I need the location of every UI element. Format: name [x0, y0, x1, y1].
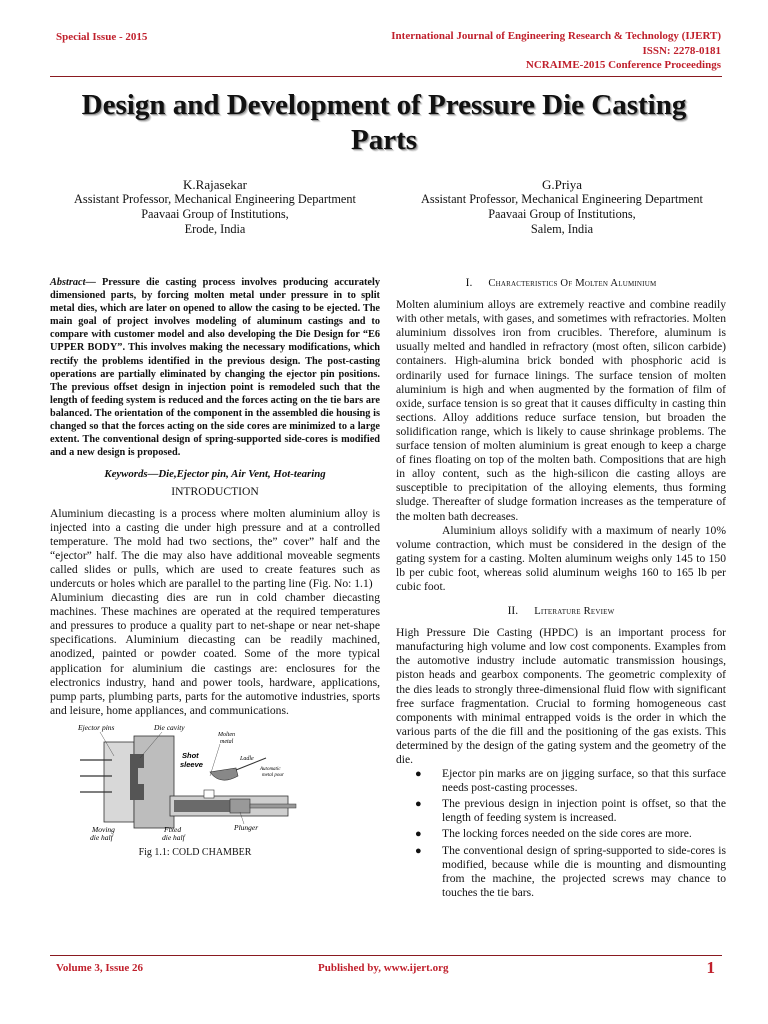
bullet-dot-icon: ● — [415, 798, 422, 811]
author-org: Paavaai Group of Institutions, — [141, 207, 289, 221]
header-rule — [50, 76, 722, 77]
author-name: G.Priya — [541, 177, 583, 192]
abstract-text: Pressure die casting process involves producing accurately dimensioned parts, by forcing molten metal under pressure in to split metal dies, which are later on opened to allow the casing to be ejected. The main goal of project involves modeling of aluminum castings and to compare with customer model and also developing the Die Design for “E6 UPPER BODY”. This involves making the necessary modifications, which rectify the problems identified in the previous design. The post-casting operations are partially eliminated by changing the ejector pin positions. The previous offset design in injection point is remodeled such that the length of feeding system is reduced and the forces acting on the tie bars are balanced. The orientation of the component in the assembled die housing is changed so that the forces acting on the side cores are minimized to a large extent. The conventional design of spring-supported side-cores is modified and a new design is proposed. — [50, 277, 380, 459]
author-name: K.Rajasekar — [183, 177, 247, 192]
footer-publisher: Published by, www.ijert.org — [318, 962, 449, 974]
label-fixed-1: Fixed — [164, 824, 182, 834]
label-molten-1: Molten — [218, 731, 235, 738]
keywords: Keywords—Die,Ejector pin, Air Vent, Hot-tearing — [104, 468, 326, 481]
section-2-heading — [396, 604, 726, 619]
footer-rule — [50, 955, 722, 956]
molten-metal-fill — [174, 800, 230, 812]
bullet-text: The locking forces needed on the side cores are more. — [442, 827, 692, 841]
abstract-dash: — — [85, 277, 103, 288]
bullet-text: The previous design in injection point is offset, so that the length of feeding system is increased. — [442, 797, 726, 825]
journal-issn: ISSN: 2278-0181 — [642, 44, 721, 57]
label-moving-2: die half — [90, 832, 113, 842]
author-place: Salem, India — [530, 222, 594, 236]
intro-heading: INTRODUCTION — [171, 485, 259, 499]
author-place: Erode, India — [184, 222, 246, 236]
cold-chamber-diagram — [70, 724, 320, 844]
bullet-dot-icon: ● — [415, 828, 422, 841]
fixed-die-half — [134, 736, 174, 828]
label-moving-1: Moving — [92, 824, 115, 834]
ladle-shape — [210, 768, 238, 780]
section-1-paragraph-2: Aluminium alloys solidify with a maximum of nearly 10% volume contraction, which must be considered in the design of the gating system for a casting. Molten aluminum weighs only 145 to 150 lb per cubic foot, whereas solid aluminum weighs 160 to 165 lb per cubic foot. — [396, 523, 726, 593]
section-1-number: I. — [465, 276, 473, 289]
header-journal — [391, 29, 721, 73]
bullet-text: Ejector pin marks are on jigging surface, so that this surface needs post-casting processes. — [442, 767, 726, 795]
right-column — [396, 276, 726, 902]
section-2-number: II. — [507, 604, 519, 618]
cold-chamber-figure — [70, 724, 320, 844]
section-1-paragraph-1: Molten aluminium alloys are extremely reactive and combine readily with other metals, with gases, and sometimes with refractories. Molten aluminium dissolves iron from crucibles. Therefore, aluminum is usually melted and handled in refractory (most often, silicon carbide) containers. High-alumina brick bonded with phosphoric acid is ordinarily used for furnace linings. The surface tension of molten aluminium is high and when augmented by the formation of film of oxide, surface tension is so great that it causes difficulty in casting thin sections. Alloy additions reduce surface tension, but broaden the solidification range, which is likely to cause shrinkage problems. The surface tension of molten aluminium is great enough to keep a charge of fines floating on top of the molten bath. Compositions that are high in alloy content, such as the high-silicon die casting alloys are susceptible to precipitation of the alloying elements, thus forming sludge. Thereafter of sludge formation increases as the temperature of the molten bath decreases. — [396, 298, 726, 523]
bullet-text: The conventional design of spring-supported to side-cores is modified, because while die is mounting and dismounting from the machine, the projected screws may chance to touches the tie bars. — [442, 843, 726, 899]
paper-title — [40, 88, 728, 158]
bullet-item — [396, 797, 726, 825]
label-plunger: Plunger — [234, 822, 259, 832]
journal-name: International Journal of Engineering Research & Technology (IJERT) — [391, 30, 721, 42]
label-fixed-2: die half — [162, 832, 185, 842]
section-1-title: Characteristics Of Molten Aluminium — [488, 278, 657, 289]
page-number: 1 — [706, 958, 715, 977]
bullet-dot-icon: ● — [415, 844, 422, 857]
label-shot-2: sleeve — [180, 759, 203, 769]
section-2-paragraph-1: High Pressure Die Casting (HPDC) is an important process for manufacturing high volume and low cost components. Examples from the automotive industry include automatic transmission housings, piston heads and gearbox components. The geometric complexity of the dies leads to strongly three-dimensional fluid flow with significant free surface fragmentation. Crucial to forming homogeneous cast components with minimal entrapped voids is the order in which the various parts of the die fill and the positioning of the gas exists. This determined by the design of the gating system and the geometry of the die. — [396, 626, 726, 766]
left-column — [50, 276, 380, 860]
bullet-item — [396, 767, 726, 795]
plunger-head — [230, 799, 250, 813]
intro-paragraph-1: Aluminium diecasting is a process where molten aluminium alloy is injected into a casting die under high pressure and at a controlled temperature. The mold had two sections, the” cover” half and the “ejector” half. The die may also have additional moveable segments called slides or pulls, which are used to create features such as undercuts or holes which are parallel to the parting line (Fig. No: 1.1) — [50, 506, 380, 590]
label-molten-2: metal — [220, 738, 234, 745]
label-automatic-2: metal pour — [262, 772, 284, 778]
author-block-2 — [397, 177, 727, 237]
plunger-rod — [250, 804, 296, 808]
pour-hole — [204, 790, 214, 798]
label-die-cavity: Die cavity — [154, 723, 185, 732]
author-block-1 — [50, 177, 380, 237]
bullet-dot-icon: ● — [415, 768, 422, 781]
author-role: Assistant Professor, Mechanical Engineering Department — [74, 192, 356, 206]
title-line-2: Parts — [350, 124, 418, 156]
title-line-1: Design and Development of Pressure Die Casting — [81, 89, 687, 121]
author-role: Assistant Professor, Mechanical Engineering Department — [421, 192, 703, 206]
label-automatic-1: Automatic — [260, 766, 281, 772]
author-org: Paavaai Group of Institutions, — [488, 207, 636, 221]
figure-caption: Fig 1.1: COLD CHAMBER — [138, 846, 252, 858]
bullet-item — [396, 827, 726, 841]
abstract — [50, 276, 380, 459]
abstract-lead: Abstract — [50, 277, 86, 288]
footer-volume: Volume 3, Issue 26 — [56, 962, 143, 974]
section-1-heading — [396, 276, 726, 291]
conference-name: NCRAIME-2015 Conference Proceedings — [525, 59, 721, 71]
bullet-item — [396, 844, 726, 900]
label-ladle: Ladle — [240, 755, 254, 762]
intro-paragraph-2: Aluminium diecasting dies are run in cold chamber diecasting machines. These machines are operated at the required temperatures and pressures to produce a quality part to net-shape or near net-shape specifications. Aluminium diecasting can be readily machined, anodized, painted or powder coated. Some of the more typical application for aluminium die castings are: enclosures for the electronics industry, hand and power tools, hardware, applications, pump parts, plumbing parts, parts for the automotive industries, sports and leisure, home appliances, and communications. — [50, 591, 380, 717]
section-2-title: Literature Review — [534, 606, 615, 618]
moving-die-half — [104, 742, 134, 822]
literature-bullets — [396, 767, 726, 900]
header-issue: Special Issue - 2015 — [56, 31, 148, 43]
label-shot-1: Shot — [182, 750, 199, 760]
label-ejector-pins: Ejector pins — [78, 723, 115, 732]
